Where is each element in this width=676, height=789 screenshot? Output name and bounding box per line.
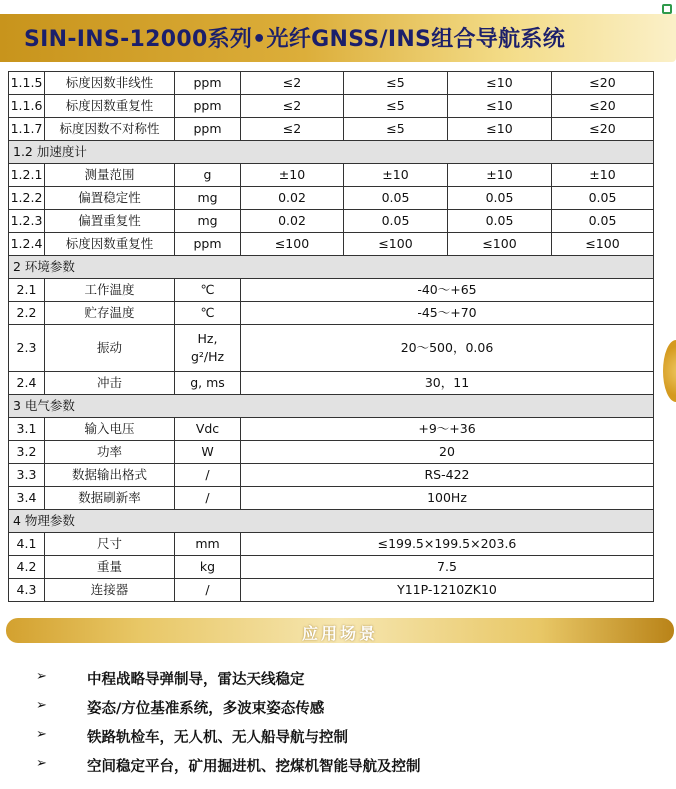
param-value: -40～+65	[241, 279, 654, 302]
param-value: ≤20	[552, 72, 654, 95]
param-value: ≤100	[344, 233, 448, 256]
table-row	[9, 418, 654, 441]
top-strip	[0, 0, 676, 14]
item-id: 4.3	[9, 579, 45, 602]
section-row	[9, 141, 654, 164]
table-row	[9, 118, 654, 141]
param-value: 0.05	[344, 210, 448, 233]
param-value: ≤5	[344, 95, 448, 118]
param-value: 7.5	[241, 556, 654, 579]
table-row	[9, 279, 654, 302]
param-value: ≤100	[448, 233, 552, 256]
table-row	[9, 464, 654, 487]
param-value: ≤2	[241, 118, 344, 141]
item-id: 1.2.1	[9, 164, 45, 187]
table-row	[9, 233, 654, 256]
param-name: 工作温度	[45, 279, 175, 302]
param-unit: ppm	[175, 118, 241, 141]
param-name: 尺寸	[45, 533, 175, 556]
item-id: 3.2	[9, 441, 45, 464]
param-name: 标度因数非线性	[45, 72, 175, 95]
param-name: 测量范围	[45, 164, 175, 187]
param-value: ≤2	[241, 95, 344, 118]
param-name: 偏置重复性	[45, 210, 175, 233]
table-row	[9, 579, 654, 602]
section-title: 2 环境参数	[9, 256, 654, 279]
arrow-bullet-icon: ➢	[36, 669, 47, 684]
param-value: ≤5	[344, 118, 448, 141]
param-name: 数据刷新率	[45, 487, 175, 510]
section-row	[9, 510, 654, 533]
param-value: 0.02	[241, 210, 344, 233]
applications-title: 应用场景	[301, 624, 378, 643]
param-value: ≤10	[448, 72, 552, 95]
param-unit: Vdc	[175, 418, 241, 441]
param-value: ≤100	[241, 233, 344, 256]
param-value: RS-422	[241, 464, 654, 487]
param-value: ≤10	[448, 118, 552, 141]
unit-line: Hz,	[197, 331, 218, 346]
item-id: 1.2.3	[9, 210, 45, 233]
param-value: ±10	[552, 164, 654, 187]
table-row	[9, 210, 654, 233]
item-id: 1.1.5	[9, 72, 45, 95]
item-id: 3.1	[9, 418, 45, 441]
application-text: 姿态/方位基准系统，多波束姿态传感	[87, 701, 325, 717]
item-id: 2.1	[9, 279, 45, 302]
param-name: 贮存温度	[45, 302, 175, 325]
item-id: 3.3	[9, 464, 45, 487]
param-unit: g	[175, 164, 241, 187]
param-name: 标度因数重复性	[45, 95, 175, 118]
table-row	[9, 325, 654, 372]
param-name: 标度因数重复性	[45, 233, 175, 256]
item-id: 1.2.2	[9, 187, 45, 210]
param-unit: mm	[175, 533, 241, 556]
param-name: 标度因数不对称性	[45, 118, 175, 141]
param-value: 30，11	[241, 372, 654, 395]
section-title: 4 物理参数	[9, 510, 654, 533]
param-value: 0.05	[344, 187, 448, 210]
param-value: ±10	[448, 164, 552, 187]
application-text: 中程战略导弹制导，雷达天线稳定	[87, 672, 305, 688]
square-icon	[662, 4, 672, 14]
page-header	[0, 14, 676, 62]
param-unit: /	[175, 464, 241, 487]
param-value: ≤20	[552, 118, 654, 141]
param-name: 连接器	[45, 579, 175, 602]
param-value: 100Hz	[241, 487, 654, 510]
param-name: 偏置稳定性	[45, 187, 175, 210]
table-row	[9, 441, 654, 464]
spec-table	[8, 71, 654, 602]
section-title: 1.2 加速度计	[9, 141, 654, 164]
param-name: 输入电压	[45, 418, 175, 441]
param-unit: W	[175, 441, 241, 464]
param-value: ≤2	[241, 72, 344, 95]
item-id: 3.4	[9, 487, 45, 510]
param-value: 20～500，0.06	[241, 325, 654, 372]
param-unit: kg	[175, 556, 241, 579]
param-name: 重量	[45, 556, 175, 579]
item-id: 4.2	[9, 556, 45, 579]
item-id: 1.1.6	[9, 95, 45, 118]
param-name: 振动	[45, 325, 175, 372]
table-row	[9, 187, 654, 210]
arrow-bullet-icon: ➢	[36, 727, 47, 742]
param-value: 0.05	[448, 210, 552, 233]
param-value: ≤10	[448, 95, 552, 118]
param-name: 功率	[45, 441, 175, 464]
item-id: 4.1	[9, 533, 45, 556]
param-unit: ℃	[175, 302, 241, 325]
param-value: 0.05	[552, 210, 654, 233]
application-text: 空间稳定平台，矿用掘进机、挖煤机智能导航及控制	[87, 759, 421, 775]
item-id: 2.4	[9, 372, 45, 395]
param-unit: ppm	[175, 95, 241, 118]
param-value: ±10	[344, 164, 448, 187]
section-row	[9, 256, 654, 279]
param-value: ±10	[241, 164, 344, 187]
table-row	[9, 164, 654, 187]
param-unit: /	[175, 487, 241, 510]
param-value: ≤100	[552, 233, 654, 256]
section-title: 3 电气参数	[9, 395, 654, 418]
param-value: 20	[241, 441, 654, 464]
table-row	[9, 487, 654, 510]
param-unit	[175, 325, 241, 372]
param-unit: ppm	[175, 72, 241, 95]
item-id: 1.1.7	[9, 118, 45, 141]
table-row	[9, 556, 654, 579]
page-title: SIN-INS-12000系列•光纤GNSS/INS组合导航系统	[24, 27, 565, 52]
param-value: +9～+36	[241, 418, 654, 441]
item-id: 1.2.4	[9, 233, 45, 256]
param-value: Y11P-1210ZK10	[241, 579, 654, 602]
item-id: 2.3	[9, 325, 45, 372]
param-value: ≤5	[344, 72, 448, 95]
param-value: ≤199.5×199.5×203.6	[241, 533, 654, 556]
param-value: -45～+70	[241, 302, 654, 325]
param-value: ≤20	[552, 95, 654, 118]
param-value: 0.05	[448, 187, 552, 210]
table-row	[9, 302, 654, 325]
side-decoration	[663, 340, 676, 402]
param-unit: /	[175, 579, 241, 602]
param-unit: mg	[175, 187, 241, 210]
table-row	[9, 95, 654, 118]
application-text: 铁路轨检车，无人机、无人船导航与控制	[87, 730, 348, 746]
param-unit: ppm	[175, 233, 241, 256]
table-row	[9, 372, 654, 395]
param-unit: ℃	[175, 279, 241, 302]
arrow-bullet-icon: ➢	[36, 698, 47, 713]
param-value: 0.02	[241, 187, 344, 210]
item-id: 2.2	[9, 302, 45, 325]
param-unit: mg	[175, 210, 241, 233]
param-name: 冲击	[45, 372, 175, 395]
arrow-bullet-icon: ➢	[36, 756, 47, 771]
section-row	[9, 395, 654, 418]
applications-banner	[6, 618, 674, 643]
unit-line: g²/Hz	[190, 349, 225, 364]
table-row	[9, 72, 654, 95]
param-name: 数据输出格式	[45, 464, 175, 487]
param-unit: g, ms	[175, 372, 241, 395]
table-row	[9, 533, 654, 556]
param-value: 0.05	[552, 187, 654, 210]
